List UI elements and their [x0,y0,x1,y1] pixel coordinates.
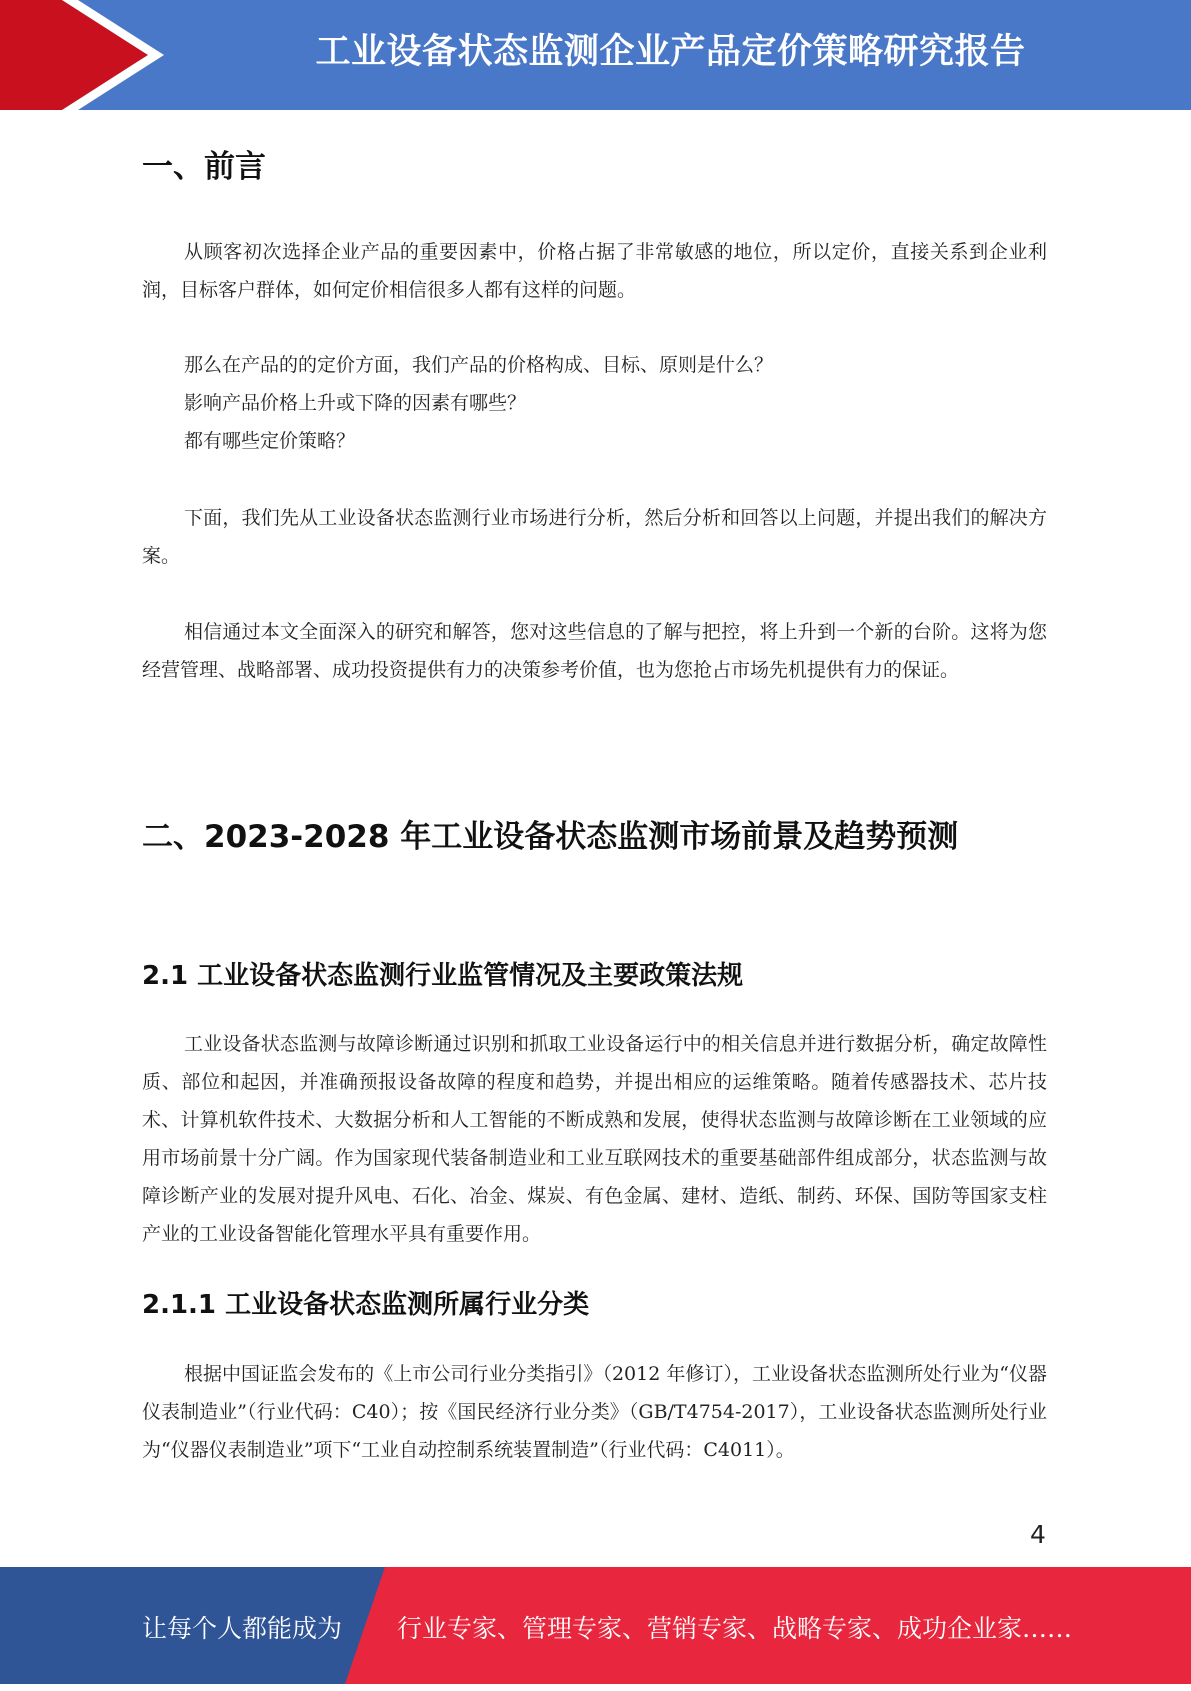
page-footer [0,1567,1191,1684]
preface-question-1: 那么在产品的的定价方面，我们产品的价格构成、目标、原则是什么？ [184,354,774,376]
section-heading-preface: 一、前言 [142,149,266,185]
subsection-heading-classification: 2.1.1 工业设备状态监测所属行业分类 [142,1290,590,1320]
footer-slogan-right: 行业专家、管理专家、营销专家、战略专家、成功企业家…… [397,1614,1073,1643]
preface-question-3: 都有哪些定价策略？ [184,430,356,452]
preface-paragraph-3: 相信通过本文全面深入的研究和解答，您对这些信息的了解与把控，将上升到一个新的台阶。这将为您经营管理、战略部署、成功投资提供有力的决策参考价值，也为您抢占市场先机提供有力的保证。 [142,621,1047,681]
preface-paragraph-2: 下面，我们先从工业设备状态监测行业市场进行分析，然后分析和回答以上问题，并提出我们的解决方案。 [142,507,1047,567]
preface-paragraph-1: 从顾客初次选择企业产品的重要因素中，价格占据了非常敏感的地位，所以定价，直接关系到企业利润，目标客户群体，如何定价相信很多人都有这样的问题。 [142,241,1047,301]
classification-paragraph: 根据中国证监会发布的《上市公司行业分类指引》（2012 年修订），工业设备状态监测所处行业为“仪器仪表制造业”（行业代码：C40）；按《国民经济行业分类》（GB/T4754-2017），工业设备状态监测所处行业为“仪器仪表制造业”项下“工业自动控制系统装置制造”（行业代码：C4011）。 [142,1363,1047,1461]
preface-question-2: 影响产品价格上升或下降的因素有哪些？ [184,392,527,414]
section-heading-forecast: 二、2023-2028 年工业设备状态监测市场前景及趋势预测 [142,819,959,855]
page-header [0,0,1191,110]
footer-slogan-left: 让每个人都能成为 [142,1614,343,1643]
report-title: 工业设备状态监测企业产品定价策略研究报告 [315,32,1026,72]
subsection-heading-regulation: 2.1 工业设备状态监测行业监管情况及主要政策法规 [142,961,744,991]
regulation-paragraph: 工业设备状态监测与故障诊断通过识别和抓取工业设备运行中的相关信息并进行数据分析，确定故障性质、部位和起因，并准确预报设备故障的程度和趋势，并提出相应的运维策略。随着传感器技术、芯片技术、计算机软件技术、大数据分析和人工智能的不断成熟和发展，使得状态监测与故障诊断在工业领域的应用市场前景十分广阔。作为国家现代装备制造业和工业互联网技术的重要基础部件组成部分，状态监测与故障诊断产业的发展对提升风电、石化、冶金、煤炭、有色金属、建材、造纸、制药、环保、国防等国家支柱产业的工业设备智能化管理水平具有重要作用。 [142,1033,1047,1245]
page-number: 4 [1030,1520,1046,1549]
